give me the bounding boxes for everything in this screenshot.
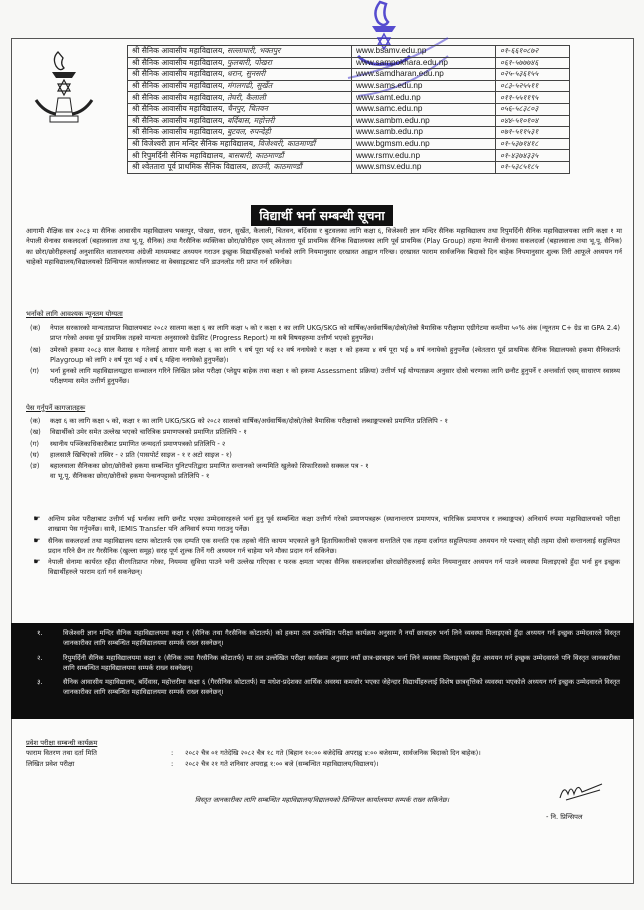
table-row: [128, 69, 570, 81]
item-text-line: अन्तिम प्रवेश परीक्षाबाट उत्तीर्ण भई भर्नाका लागि छनौट भएका उम्मेदवारहरुले भर्ना हुनु पूर्व सम्बन्धित कक्षा उत्तीर्ण गरेको प्रमाणपत्रहरू (स्थानान्तरण प्रमाणपत्र, चारित्रिक प्रमाणपत्र र लब्धाङ्कपत्र) अनिवार्य रुपमा महाविद्यालयको परीक्षा शाखामा पेस गर्नुपर्नेछ। साथै, IEMIS Transfer पनि अनिवार्य रुपमा गराउनु पर्नेछ।: [48, 515, 620, 534]
list-item: [37, 653, 620, 674]
school-name: श्री सैनिक आवासीय महाविद्यालय,: [132, 127, 225, 137]
school-name-cell: [128, 92, 352, 104]
school-name-cell: [128, 161, 352, 173]
item-text-line: विजेश्वरी ज्ञान मन्दिर सैनिक महाविद्यालयमा कक्षा १ (सैनिक तथा गैरसैनिक कोटातर्फ) को हकमा तल उल्लेखित परीक्षा कार्यक्रम अनुसार नै नयाँ छात्राहरु भर्ना लिने व्यवस्था मिलाइएको हुँदा अध्ययन गर्न इच्छुक उम्मेदवारले विस्तृत जानकारीका लागि सम्बन्धित महाविद्यालयमा सम्पर्क राख्न सक्नेछन्।: [63, 629, 620, 648]
school-name-cell: [128, 138, 352, 150]
school-website: www.samc.edu.np: [352, 103, 496, 115]
school-website: www.samdharan.edu.np: [352, 69, 496, 81]
school-website: www.sambm.edu.np: [352, 115, 496, 127]
item-text-line: उमेरको हकमा २०८३ साल वैशाख १ गतेलाई आधार मानी कक्षा ६ का लागि ९ वर्ष पूरा भई १२ वर्ष ननाघेको र कक्षा १ को हकमा ४ वर्ष पूरा भई ७ वर्ष ननाघेको हुनुपर्नेछ (श्वेततारा पूर्व प्राथमिक सैनिक विद्यालयको हकमा सैनिकतर्फ Playgroup को लागि २ वर्ष पूरा भई २ वर्ष ६ महिना ननाघेको हुनुपर्नेछ)।: [50, 345, 620, 364]
footer-note: विस्तृत जानकारीका लागि सम्बन्धित महाविद्यालय/विद्यालयको प्रिन्सिपल कार्यालयमा सम्पर्क राख्न सकिनेछ।: [194, 796, 450, 804]
item-text-line-2: वा भू.पू. सैनिकका छोरा/छोरीको हकमा पेन्सनपट्टाको प्रतिलिपि - १: [50, 472, 210, 481]
table-row: [128, 150, 570, 162]
item-marker: (क): [30, 417, 41, 425]
school-name-cell: [128, 46, 352, 58]
special-notices-box: [11, 623, 634, 719]
item-text-line: बहालवाला सैनिकका छोरा/छोरीको हकमा सम्बन्धित युनिटपतिद्वारा प्रमाणित सन्तानको जन्ममिति खुलेको सिफारिसको सक्कल पत्र - १: [50, 462, 369, 471]
item-text: [50, 427, 620, 437]
school-phone: ०५६-५८३८०३: [496, 103, 570, 115]
school-name: श्री रिपुमर्दिनी सैनिक महाविद्यालय,: [132, 150, 226, 160]
item-text-line: भर्ना हुनको लागि महाविद्यालयद्वारा सञ्चालन गरिने लिखित प्रवेश परीक्षा (प्लेग्रुप बाहेक तथा कक्षा १ को हकमा Assessment प्रक्रिया) उत्तीर्ण भई योग्यताक्रम अनुसार दोस्रो चरणका लागि छनौट हुनुपर्ने र अन्तर्वार्ता एवम् साधारण स्वास्थ्य परीक्षणमा समेत उत्तीर्ण हुनुपर्नेछ।: [50, 367, 620, 386]
schedule-label: फाराम वितरण तथा दर्ता मिति: [26, 749, 97, 758]
item-marker: ३.: [37, 678, 43, 687]
table-row: [128, 138, 570, 150]
table-row: [128, 92, 570, 104]
list-item: [30, 439, 620, 449]
intro-paragraph: आगामी शैक्षिक सत्र २०८३ मा सैनिक आवासीय महाविद्यालय भक्तपुर, पोखरा, धरान, सुर्खेत, कैलाली, चितवन, बर्दिवास र बुटवलका लागि कक्षा ६, विजेश्वरी ज्ञान मन्दिर सैनिक महाविद्यालय तथा रिपुमर्दिनी सैनिक महाविद्यालयका लागि कक्षा १ मा नेपाली सेनाका सकलदर्जा (बहालवाला तथा भू.पू. सैनिक) तथा गैरसैनिक व्यक्तिका छोरा/छोरीहरु एवम् श्वेततारा पूर्व प्राथमिक सैनिक विद्यालयका लागि पूर्व प्राथमिक (Play Group) तहमा नेपाली सेनाका सकलदर्जा (बहालवाला तथा भू.पू. सैनिक) का छोरा/छोरीहरुलाई अनुशासित वातावरणमा अंग्रेजी माध्यमबाट अध्ययन गराउन इच्छुक विद्यार्थीहरुको भर्नाको लागि नियमानुसार दरखास्त आह्वान गरिन्छ। दरखास्त फाराम सार्वजनिक बिदाको दिन बाहेक नियमानुसार शुल्क तिरी आफूले अध्ययन गर्न चाहेको महाविद्यालय/विद्यालयको प्रिन्सिपल कार्यालयबाट वा वेबसाइटबाट पनि डाउनलोड गरी प्राप्त गर्न सकिनेछ।: [26, 227, 622, 266]
bullet-notes: [26, 514, 620, 579]
school-location: बासबारी, काठमाण्डौं: [227, 150, 284, 160]
signer-title: - नि. प्रिन्सिपल: [546, 813, 583, 821]
school-website: www.smsv.edu.np: [352, 161, 496, 173]
school-website: www.bgmsm.edu.np: [352, 138, 496, 150]
school-name: श्री सैनिक आवासीय महाविद्यालय,: [132, 104, 225, 114]
school-phone: ०४४-५१०१०४: [496, 115, 570, 127]
table-row: [128, 161, 570, 173]
school-name-cell: [128, 57, 352, 69]
school-website: www.samb.edu.np: [352, 127, 496, 139]
item-marker: (ङ): [30, 462, 40, 471]
item-text-line: नेपाली सेनामा कार्यरत रहँदा वीरगतिप्राप्त गरेका, नियममा सुविधा पाउने भनी उल्लेख गरिएका र फरक क्षमता भएका सैनिक सकलदर्जाका छोराछोरीहरुलाई समेत नियमानुसार अध्ययन गर्न पाउने व्यवस्था मिलाइएको हुँदा भर्ना हुन इच्छुक विद्यार्थीहरुले फाराम दर्ता गर्न सकनेछन्।: [48, 558, 620, 577]
school-name: श्री विजेश्वरी ज्ञान मन्दिर सैनिक महाविद्यालय,: [132, 139, 256, 149]
school-phone: ०१-५३७१४१८: [496, 138, 570, 150]
school-location: फुलबारी, पोखरा: [227, 57, 272, 67]
list-item: [30, 450, 620, 460]
item-text-line: सैनिक सकलदर्जा तथा महाविद्यालय स्टाफ कोटातर्फ एक दम्पति एक सन्तति एक तहको नीति कायम भएकाले कुनै हिताधिकारीको एकजना सन्ततिले एक तहमा दर्जागत सहुलियतमा अध्ययन गरे पश्चात् सोही तहमा दोस्रो सन्तानलाई सहुलियत प्रदान गरिने छैन तर गैरसैनिक (खुल्ला समूह) सरह पूर्ण शुल्क तिर्ने गरी अध्ययन गर्न चाहेमा भने मौका प्रदान गर्न सकिनेछ।: [48, 536, 620, 555]
school-location: चैनपुर, चितवन: [227, 104, 268, 114]
item-marker: (ख): [30, 428, 41, 437]
school-location: विजेश्वरी, काठमाण्डौं: [257, 139, 316, 149]
school-phone: ०१-५३८५१८५: [496, 161, 570, 173]
list-item: [30, 345, 620, 366]
item-marker: (क): [30, 324, 41, 332]
school-name: श्री सैनिक आवासीय महाविद्यालय,: [132, 69, 225, 79]
schedule-heading: प्रवेश परीक्षा सम्बन्धी कार्यक्रम: [26, 739, 98, 747]
item-text: [48, 514, 620, 535]
documents-heading: पेस गर्नुपर्ने कागजातहरू: [26, 404, 86, 412]
qualifications-list: [30, 323, 620, 388]
item-text: [63, 653, 620, 674]
item-text: [50, 439, 620, 449]
school-name: श्री सैनिक आवासीय महाविद्यालय,: [132, 57, 225, 67]
table-row: [128, 103, 570, 115]
school-name: श्री सैनिक आवासीय महाविद्यालय,: [132, 46, 225, 56]
item-text: [50, 450, 620, 460]
schedule-row: [26, 759, 622, 769]
item-marker: (ग): [30, 367, 39, 376]
school-website: www.samt.edu.np: [352, 92, 496, 104]
school-location: छाउनी, काठमाण्डौं: [251, 162, 302, 172]
school-name-cell: [128, 127, 352, 139]
school-location: सल्लाघारी, भक्तपुर: [227, 46, 281, 56]
item-text: [48, 536, 620, 557]
school-location: बुटवल, रुपन्देही: [227, 127, 271, 137]
list-item: [37, 677, 620, 698]
item-text: [50, 323, 620, 344]
list-item: [30, 366, 620, 387]
school-name: श्री सैनिक आवासीय महाविद्यालय,: [132, 81, 225, 91]
table-row: [128, 46, 570, 58]
table-row: [128, 57, 570, 69]
item-marker: २.: [37, 653, 43, 662]
item-text-line: नेपाल सरकारको मान्यताप्राप्त विद्यालयबाट २०८२ सालमा कक्षा ६ का लागि कक्षा ५ को र कक्षा १ का लागि UKG/SKG को वार्षिक/अर्धवार्षिक/दोस्रो/तेस्रो त्रैमासिक परीक्षामा एग्रीगेटमा कम्तीमा ५०% अंक (न्यूनतम C+ ग्रेड वा GPA 2.4) प्राप्त गरेको अथवा पूर्व प्राथमिक तहको मान्यता अनुसारको ग्रेडसिट (Progress Report) मा सबै विषयहरुमा उत्तीर्ण भएको हुनुपर्नेछ।: [50, 324, 620, 343]
school-phone: ०२५-५३६१५५: [496, 69, 570, 81]
pointing-hand-icon: ☛: [33, 557, 41, 567]
school-website: www.sampokhara.edu.np: [352, 57, 496, 69]
list-item: [30, 427, 620, 437]
school-location: तेघरी, कैलाली: [227, 92, 266, 102]
list-item: [26, 514, 620, 535]
list-item: [37, 628, 620, 649]
table-row: [128, 115, 570, 127]
item-text: [50, 366, 620, 387]
item-text-line: विद्यार्थीको उमेर समेत उल्लेख भएको चारित्रिक प्रमाणपत्रको प्रमाणित प्रतिलिपि - १: [50, 428, 247, 437]
school-phone: ०१-४३७४३३५: [496, 150, 570, 162]
item-text-line: सैनिक आवासीय महाविद्यालय, बर्दिवास, महोत्तरीमा कक्षा ६ (गैरसैनिक कोटातर्फ) मा मधेश-प्रदेशका आर्थिक अवस्था कमजोर भएका जेहेन्दार विद्यार्थीहरुलाई विशेष छात्रवृत्तिको व्यवस्था भएकोले अध्ययन गर्न इच्छुक उम्मेदवारले विस्तृत जानकारीका लागि सम्बन्धित महाविद्यालयमा सम्पर्क राख्न सक्नेछन्।: [63, 678, 620, 697]
pointing-hand-icon: ☛: [33, 514, 41, 523]
schools-contact-table: [127, 45, 570, 174]
school-name-cell: [128, 80, 352, 92]
item-text: [63, 628, 620, 649]
list-item: [26, 536, 620, 557]
school-website: www.bsamv.edu.np: [352, 46, 496, 58]
principal-signature: [556, 782, 606, 804]
school-name: श्री श्वेततारा पूर्व प्राथमिक सैनिक विद्यालय,: [132, 162, 249, 172]
school-phone: ०६१-५७७७४६: [496, 57, 570, 69]
item-text: [50, 461, 620, 482]
schedule-value: २०८२ चैत्र २१ गते शनिवार अपराह्न १:०० बजे (सम्बन्धित महाविद्यालय/विद्यालय)।: [185, 759, 379, 768]
schedule-row: [26, 748, 622, 758]
table-row: [128, 80, 570, 92]
schedule-colon: :: [171, 759, 174, 768]
item-text-line: रिपुमर्दिनी सैनिक महाविद्यालयमा कक्षा १ (सैनिक तथा गैरसैनिक कोटातर्फ) मा तल उल्लेखित परीक्षा कार्यक्रम अनुसार नयाँ छात्र-छात्राहरु भर्ना लिने व्यवस्था मिलाइएको हुँदा अध्ययन गर्न इच्छुक उम्मेदवारले पनि विस्तृत जानकारीका लागि सम्बन्धित महाविद्यालयमा सम्पर्क राख्न सक्नेछन्।: [63, 653, 620, 672]
item-text: [63, 677, 620, 698]
schedule-label: लिखित प्रवेश परीक्षा: [26, 759, 75, 768]
list-item: [26, 557, 620, 578]
school-website: www.rsmv.edu.np: [352, 150, 496, 162]
list-item: [30, 416, 620, 426]
school-name-cell: [128, 115, 352, 127]
school-name-cell: [128, 103, 352, 115]
school-location: धरान, सुनसरी: [227, 69, 266, 79]
school-name-cell: [128, 69, 352, 81]
notice-title: विद्यार्थी भर्ना सम्बन्धी सूचना: [251, 205, 392, 226]
school-location: मंगलगढी, सुर्खेत: [227, 81, 273, 91]
item-text: [50, 416, 620, 426]
college-emblem-logo: [32, 48, 96, 128]
item-marker: १.: [37, 629, 43, 637]
schedule-value: २०८२ चैत्र ०१ गतेदेखि २०८२ चैत्र १८ गते (बिहान १०:०० बजेदेखि अपराह्न ४:०० बजेसम्म, सार्वजनिक बिदाको दिन बाहेक)।: [185, 749, 481, 758]
list-item: [30, 323, 620, 344]
item-text: [50, 345, 620, 366]
qualifications-heading: भर्नाको लागि आवश्यक न्यूनतम योग्यता: [26, 310, 123, 318]
school-phone: ०७१-५११५३१: [496, 127, 570, 139]
school-phone: ०८३-५२५५११: [496, 80, 570, 92]
item-marker: (घ): [30, 450, 40, 459]
item-text-line: हालसालै खिचिएको तस्विर - २ प्रति (पासपोर्ट साइज - १ र अटो साइज - १): [50, 450, 232, 459]
school-phone: ०१-६६१०८७२: [496, 46, 570, 58]
table-row: [128, 127, 570, 139]
exam-schedule: [26, 738, 622, 769]
school-location: बर्दिबास, महोत्तरी: [227, 115, 275, 125]
item-marker: (ग): [30, 439, 39, 448]
list-item: [30, 461, 620, 482]
pointing-hand-icon: ☛: [33, 535, 41, 545]
item-marker: (ख): [30, 345, 41, 354]
school-phone: ०११-५५११९५: [496, 92, 570, 104]
item-text-line: कक्षा ६ का लागि कक्षा ५ को, कक्षा १ का लागि UKG/SKG को २०८२ सालको वार्षिक/अर्धवार्षिक/दोस्रो/तेस्रो त्रैमासिक परीक्षाको लब्धाङ्कपत्रको प्रमाणित प्रतिलिपि - १: [50, 417, 448, 425]
school-name: श्री सैनिक आवासीय महाविद्यालय,: [132, 92, 225, 102]
item-text-line: स्थानीय पञ्जिकाधिकारीबाट प्रमाणित जन्मदर्ता प्रमाणपत्रको प्रतिलिपि - २: [50, 439, 226, 448]
school-website: www.sams.edu.np: [352, 80, 496, 92]
school-name-cell: [128, 150, 352, 162]
school-name: श्री सैनिक आवासीय महाविद्यालय,: [132, 115, 225, 125]
item-text: [48, 557, 620, 578]
documents-list: [30, 416, 620, 483]
schedule-colon: :: [171, 749, 174, 758]
